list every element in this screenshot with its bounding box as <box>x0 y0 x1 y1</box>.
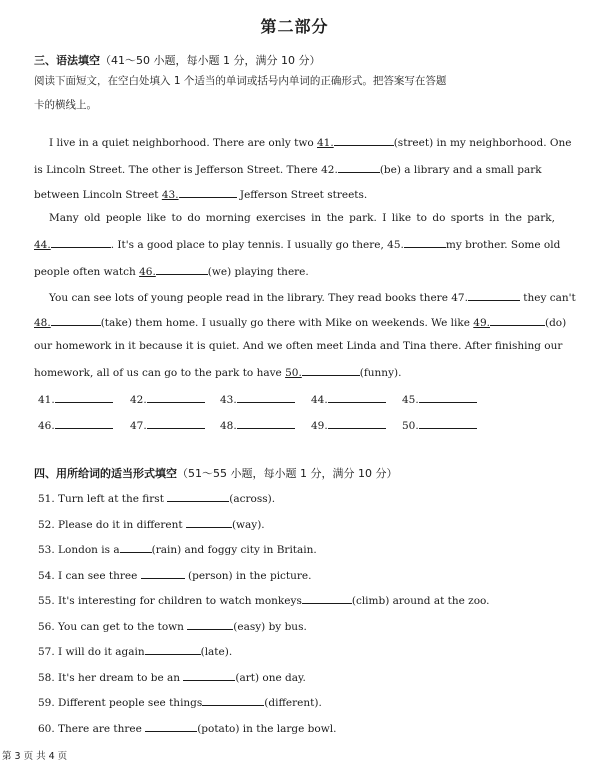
passage-text: (funny). <box>359 367 402 379</box>
question-hint: (art) one day. <box>235 672 306 684</box>
answer-line[interactable] <box>237 391 295 403</box>
answer-blank[interactable] <box>120 541 152 553</box>
section3-instructions-2: 卡的横线上。 <box>34 99 97 111</box>
passage-line: our homework in it because it is quiet. And we often meet Linda and Tina there. After finishing our <box>34 340 563 352</box>
passage-line <box>34 236 560 252</box>
question-text: 51. Turn left at the first <box>38 493 168 505</box>
question-hint: (across). <box>229 493 276 505</box>
answer-slot[interactable] <box>402 417 477 432</box>
question-text: 60. There are three <box>38 723 146 735</box>
blank-50[interactable] <box>302 364 360 376</box>
blank-42[interactable] <box>338 161 380 173</box>
question-item <box>38 567 312 583</box>
passage-text: they can't <box>519 292 576 304</box>
question-item <box>38 720 336 736</box>
answer-blank[interactable] <box>187 618 233 630</box>
passage-text: (we) playing there. <box>207 266 309 278</box>
question-hint: (way). <box>231 519 265 531</box>
answer-slot[interactable] <box>38 391 113 406</box>
answer-number: 47. <box>130 420 147 432</box>
passage-text: (be) a library and a small park <box>379 164 542 176</box>
passage-text: You can see lots of young people read in the library. They read books there 47. <box>49 292 468 304</box>
blank-48[interactable] <box>51 314 101 326</box>
section3-heading-bold: 三、语法填空 <box>34 54 100 67</box>
section3-heading <box>34 52 320 68</box>
passage-text: people often watch <box>34 266 140 278</box>
answer-blank[interactable] <box>145 643 201 655</box>
question-text: 56. You can get to the town <box>38 621 188 633</box>
question-text: 54. I can see three <box>38 570 141 582</box>
answer-line[interactable] <box>55 417 113 429</box>
passage-text: (take) them home. I usually go there with Mike on weekends. We like <box>100 317 474 329</box>
question-item <box>38 516 265 532</box>
passage-line <box>34 263 309 279</box>
blank-44[interactable] <box>51 236 111 248</box>
question-hint: (late). <box>200 646 233 658</box>
answer-slot[interactable] <box>38 417 113 432</box>
answer-number: 43. <box>220 394 237 406</box>
question-hint: (rain) and foggy city in Britain. <box>151 544 317 556</box>
blank-number: 48. <box>34 317 51 329</box>
blank-number: 43. <box>161 189 179 201</box>
answer-line[interactable] <box>147 417 205 429</box>
section4-heading-bold: 四、用所给词的适当形式填空 <box>34 467 177 480</box>
passage-text: I live in a quiet neighborhood. There are only two <box>49 137 317 149</box>
passage-line: Many old people like to do morning exercises in the park. I like to do sports in the park, <box>49 212 555 224</box>
question-item <box>38 669 306 685</box>
blank-47[interactable] <box>468 289 520 301</box>
answer-slot[interactable] <box>402 391 477 406</box>
blank-46[interactable] <box>156 263 208 275</box>
section3-heading-rest: （41～50 小题，每小题 1 分，满分 10 分） <box>100 54 321 67</box>
passage-line <box>34 161 542 177</box>
question-text: 58. It's her dream to be an <box>38 672 184 684</box>
passage-line <box>34 186 367 202</box>
passage-text: (street) in my neighborhood. One <box>393 137 572 149</box>
question-hint: (climb) around at the zoo. <box>351 595 490 607</box>
answer-blank[interactable] <box>141 567 185 579</box>
question-hint: (person) in the picture. <box>184 570 312 582</box>
answer-line[interactable] <box>328 417 386 429</box>
answer-blank[interactable] <box>183 669 235 681</box>
answer-number: 48. <box>220 420 237 432</box>
answer-line[interactable] <box>55 391 113 403</box>
passage-text: homework, all of us can go to the park to have <box>34 367 286 379</box>
blank-number: 41. <box>317 137 334 149</box>
question-item <box>38 592 490 608</box>
section3-instructions-1: 阅读下面短文，在空白处填入 1 个适当的单词或括号内单词的正确形式。把答案写在答题 <box>34 75 447 87</box>
answer-blank[interactable] <box>302 592 352 604</box>
page-title: 第二部分 <box>260 17 329 36</box>
blank-41[interactable] <box>334 134 394 146</box>
question-item <box>38 541 317 557</box>
answer-blank[interactable] <box>202 694 264 706</box>
answer-line[interactable] <box>237 417 295 429</box>
answer-number: 45. <box>402 394 419 406</box>
answer-line[interactable] <box>328 391 386 403</box>
passage-text: (do) <box>544 317 567 329</box>
answer-slot[interactable] <box>311 391 386 406</box>
page-footer: 第 3 页 共 4 页 <box>2 751 68 762</box>
passage-text: is Lincoln Street. The other is Jefferson Street. There 42. <box>34 164 338 176</box>
passage-text: my brother. Some old <box>445 239 561 251</box>
question-hint: (easy) by bus. <box>233 621 307 633</box>
answer-line[interactable] <box>419 417 477 429</box>
question-hint: (potato) in the large bowl. <box>197 723 337 735</box>
answer-number: 50. <box>402 420 419 432</box>
blank-49[interactable] <box>490 314 545 326</box>
question-text: 52. Please do it in different <box>38 519 186 531</box>
question-item <box>38 490 275 506</box>
question-item <box>38 694 322 710</box>
answer-slot[interactable] <box>220 391 295 406</box>
blank-45[interactable] <box>404 236 446 248</box>
question-text: 59. Different people see things <box>38 697 203 709</box>
question-text: 55. It's interesting for children to watch monkeys <box>38 595 302 607</box>
answer-slot[interactable] <box>311 417 386 432</box>
blank-43[interactable] <box>179 186 237 198</box>
answer-number: 42. <box>130 394 147 406</box>
answer-line[interactable] <box>147 391 205 403</box>
question-text: 57. I will do it again <box>38 646 145 658</box>
passage-text: between Lincoln Street <box>34 189 162 201</box>
answer-number: 41. <box>38 394 55 406</box>
answer-slot[interactable] <box>130 391 205 406</box>
answer-number: 46. <box>38 420 55 432</box>
passage-line <box>34 314 566 330</box>
blank-number: 50. <box>285 367 302 379</box>
question-item <box>38 618 307 634</box>
answer-blank[interactable] <box>167 490 229 502</box>
passage-text: . It's a good place to play tennis. I usually go there, 45. <box>110 239 404 251</box>
answer-line[interactable] <box>419 391 477 403</box>
question-text: 53. London is a <box>38 544 120 556</box>
answer-slot[interactable] <box>220 417 295 432</box>
question-item <box>38 643 232 659</box>
answer-blank[interactable] <box>145 720 197 732</box>
passage-text: Jefferson Street streets. <box>236 189 368 201</box>
passage-line <box>34 364 401 380</box>
passage-line <box>49 289 576 305</box>
passage-line <box>49 134 571 150</box>
question-hint: (different). <box>264 697 322 709</box>
answer-number: 44. <box>311 394 328 406</box>
blank-number: 44. <box>34 239 51 251</box>
answer-slot[interactable] <box>130 417 205 432</box>
section4-heading <box>34 465 397 481</box>
answer-number: 49. <box>311 420 328 432</box>
blank-number: 46. <box>139 266 156 278</box>
blank-number: 49. <box>473 317 490 329</box>
section4-heading-rest: （51～55 小题，每小题 1 分，满分 10 分） <box>177 467 398 480</box>
answer-blank[interactable] <box>186 516 232 528</box>
